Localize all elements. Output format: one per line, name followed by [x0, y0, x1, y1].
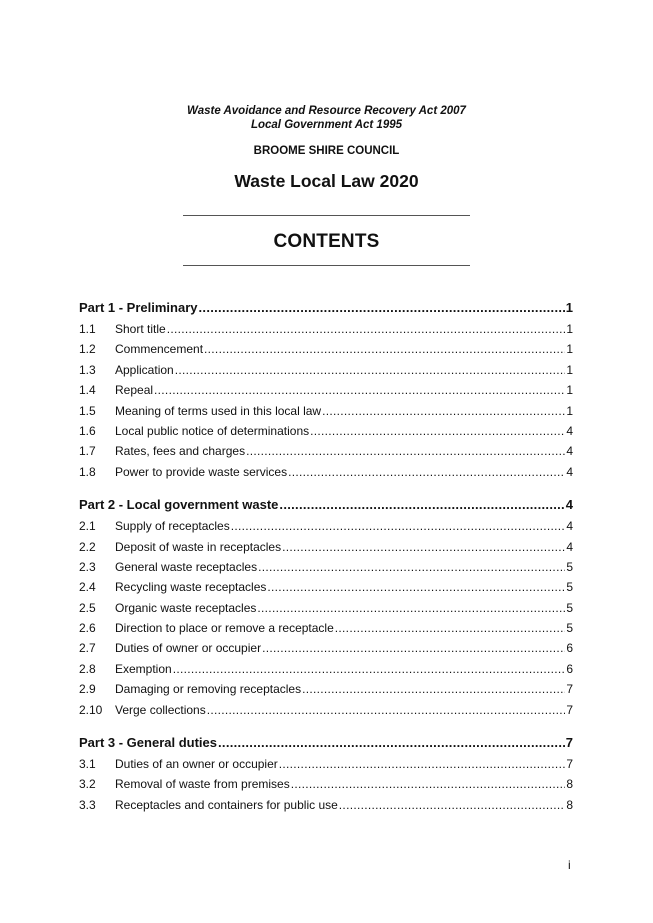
toc-part-title: Part 3 - General duties [79, 735, 217, 751]
toc-entry-number: 1.7 [79, 444, 96, 459]
toc-entry-number: 1.3 [79, 362, 96, 377]
toc-leader-dots [199, 297, 565, 319]
toc-entry-number: 1.8 [79, 464, 96, 479]
toc-leader-dots [282, 537, 565, 557]
toc-entry[interactable] [79, 360, 573, 380]
act-line-local-government: Local Government Act 1995 [250, 119, 403, 131]
page-number: i [568, 858, 571, 872]
toc-leader-dots [335, 618, 566, 638]
toc-entry-number: 3.2 [79, 777, 96, 792]
toc-leader-dots [207, 700, 566, 720]
toc-entry-title: Deposit of waste in receptacles [115, 539, 282, 554]
toc-entry[interactable] [79, 598, 573, 618]
toc-entry-title: Verge collections [115, 702, 206, 717]
toc-entry-page: 6 [566, 641, 573, 656]
toc-entry-number: 2.3 [79, 559, 96, 574]
toc-entry-number: 2.4 [79, 580, 96, 595]
toc-entry-number: 2.9 [79, 682, 96, 697]
toc-leader-dots [267, 577, 565, 597]
act-line-waste-avoidance: Waste Avoidance and Resource Recovery Act 2007 [187, 105, 466, 117]
toc-entry[interactable] [79, 537, 573, 557]
toc-entry-title: Meaning of terms used in this local law [115, 403, 322, 418]
toc-part-title: Part 2 - Local government waste [79, 497, 279, 513]
toc-entry-title: Rates, fees and charges [115, 444, 246, 459]
toc-entry-number: 1.4 [79, 383, 96, 398]
toc-entry[interactable] [79, 401, 573, 421]
toc-leader-dots [322, 401, 565, 421]
toc-leader-dots [204, 339, 565, 359]
toc-entry-number: 2.8 [79, 661, 96, 676]
toc-entry[interactable] [79, 795, 573, 815]
toc-part-heading[interactable] [79, 297, 573, 319]
toc-entry-title: Application [115, 362, 174, 377]
toc-entry[interactable] [79, 557, 573, 577]
toc-part-heading[interactable] [79, 494, 573, 516]
toc-entry-page: 5 [566, 559, 573, 574]
toc-entry-number: 2.10 [79, 702, 103, 717]
toc-entry-title: Commencement [115, 342, 204, 357]
toc-entry-page: 8 [566, 777, 573, 792]
toc-leader-dots [175, 360, 566, 380]
bottom-divider [183, 265, 470, 266]
toc-entry-title: Short title [115, 322, 166, 336]
toc-entry-number: 2.2 [79, 539, 96, 554]
toc-entry-page: 7 [566, 682, 573, 697]
toc-entry-title: General waste receptacles [115, 559, 258, 574]
toc-entry-page: 7 [566, 757, 573, 772]
toc-entry-page: 1 [566, 403, 573, 418]
toc-part-heading[interactable] [79, 732, 573, 754]
toc-part-page: 1 [565, 300, 573, 315]
toc-entry-title: Receptacles and containers for public use [115, 797, 338, 812]
toc-entry[interactable] [79, 700, 573, 720]
toc-entry-page: 1 [566, 342, 573, 357]
local-law-title: Waste Local Law 2020 [234, 171, 419, 191]
toc-entry[interactable] [79, 319, 573, 339]
toc-entry-page: 1 [566, 322, 573, 336]
toc-entry[interactable] [79, 380, 573, 400]
toc-entry-page: 6 [566, 661, 573, 676]
toc-entry-title: Direction to place or remove a receptacle [115, 621, 334, 636]
toc-leader-dots [231, 516, 566, 536]
toc-entry[interactable] [79, 754, 573, 774]
council-name: BROOME SHIRE COUNCIL [253, 145, 400, 157]
toc-entry-title: Removal of waste from premises [115, 777, 290, 792]
toc-entry[interactable] [79, 618, 573, 638]
toc-entry[interactable] [79, 774, 573, 794]
toc-entry-page: 5 [566, 621, 573, 636]
toc-entry-title: Repeal [115, 383, 154, 398]
toc-leader-dots [246, 441, 565, 461]
toc-entry[interactable] [79, 441, 573, 461]
toc-entry[interactable] [79, 339, 573, 359]
toc-entry-page: 5 [566, 580, 573, 595]
toc-leader-dots [262, 638, 565, 658]
toc-entry[interactable] [79, 638, 573, 658]
top-divider [183, 215, 470, 216]
toc-leader-dots [154, 380, 565, 400]
table-of-contents [79, 297, 573, 815]
toc-entry[interactable] [79, 659, 573, 679]
toc-entry-number: 2.5 [79, 600, 96, 615]
toc-entry-title: Organic waste receptacles [115, 600, 257, 615]
toc-entry-number: 1.1 [79, 322, 96, 336]
toc-entry-page: 4 [566, 519, 573, 534]
toc-entry-number: 1.2 [79, 342, 96, 357]
toc-leader-dots [173, 659, 566, 679]
toc-entry-title: Exemption [115, 661, 172, 676]
toc-leader-dots [279, 754, 566, 774]
toc-entry-number: 1.5 [79, 403, 96, 418]
toc-entry-number: 2.7 [79, 641, 96, 656]
toc-entry-page: 8 [566, 797, 573, 812]
toc-leader-dots [218, 732, 565, 754]
toc-entry-number: 2.1 [79, 519, 96, 534]
toc-entry-page: 4 [566, 444, 573, 459]
toc-entry-page: 1 [566, 362, 573, 377]
toc-entry-title: Local public notice of determinations [115, 423, 310, 438]
toc-entry-page: 5 [566, 600, 573, 615]
toc-entry-title: Duties of owner or occupier [115, 641, 262, 656]
toc-leader-dots [291, 774, 566, 794]
toc-entry-title: Power to provide waste services [115, 464, 288, 479]
toc-entry-title: Supply of receptacles [115, 519, 230, 534]
toc-entry-number: 1.6 [79, 423, 96, 438]
toc-entry-title: Recycling waste receptacles [115, 580, 267, 595]
toc-entry-page: 1 [566, 383, 573, 398]
contents-heading: CONTENTS [273, 231, 380, 252]
toc-entry-number: 2.6 [79, 621, 96, 636]
toc-entry-page: 4 [566, 423, 573, 438]
toc-leader-dots [302, 679, 565, 699]
toc-entry-title: Duties of an owner or occupier [115, 757, 278, 772]
toc-leader-dots [167, 319, 566, 339]
toc-entry-page: 7 [566, 702, 573, 717]
toc-entry-page: 4 [566, 464, 573, 479]
toc-part-title: Part 1 - Preliminary [79, 300, 198, 315]
toc-leader-dots [310, 421, 565, 441]
toc-entry[interactable] [79, 421, 573, 441]
toc-part-page: 7 [565, 735, 573, 751]
toc-entry-page: 4 [566, 539, 573, 554]
enabling-acts [0, 104, 653, 132]
toc-entry-number: 3.3 [79, 797, 96, 812]
toc-part-page: 4 [565, 497, 573, 513]
toc-entry-number: 3.1 [79, 757, 96, 772]
toc-leader-dots [258, 557, 565, 577]
toc-entry[interactable] [79, 516, 573, 536]
toc-leader-dots [288, 462, 565, 482]
toc-entry[interactable] [79, 577, 573, 597]
toc-leader-dots [257, 598, 565, 618]
toc-entry-title: Damaging or removing receptacles [115, 682, 302, 697]
toc-leader-dots [279, 494, 564, 516]
toc-entry[interactable] [79, 679, 573, 699]
toc-entry[interactable] [79, 462, 573, 482]
toc-leader-dots [339, 795, 566, 815]
